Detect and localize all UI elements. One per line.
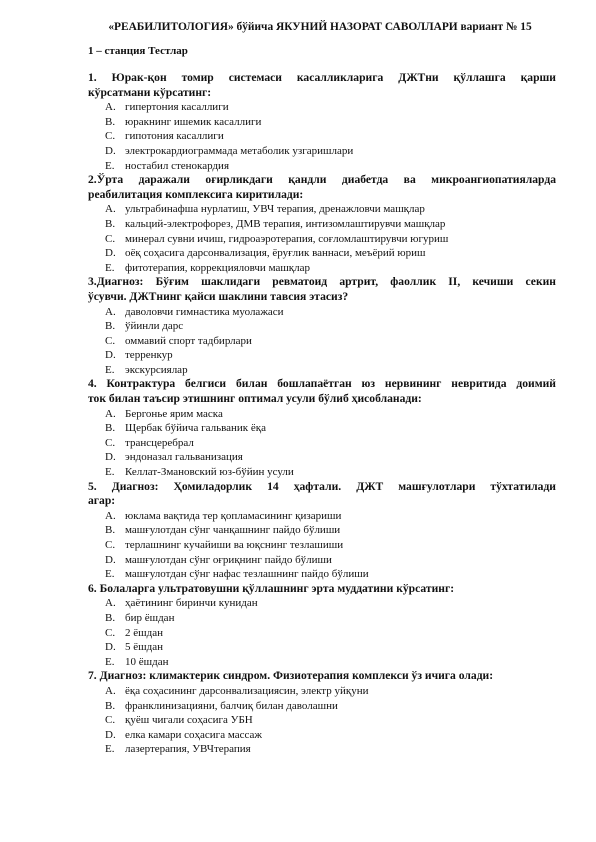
option-item (88, 465, 556, 480)
question-1 (88, 71, 556, 173)
option-item (88, 728, 556, 743)
option-item (88, 538, 556, 553)
option-letter: B. (105, 699, 116, 712)
option-letter: C. (105, 436, 116, 449)
option-letter: B. (105, 524, 116, 537)
option-item (88, 553, 556, 568)
option-item (88, 421, 556, 436)
option-letter: A. (105, 203, 116, 216)
option-item (88, 407, 556, 422)
option-item (88, 217, 556, 232)
option-letter: E. (105, 568, 115, 581)
option-text: ностабил стенокардия (125, 159, 230, 172)
question-text-line: 5. Диагноз: Ҳомиладорлик 14 ҳафтали. ДЖТ машғулотлари тўхтатилади (88, 479, 556, 493)
option-item (88, 261, 556, 276)
option-letter: A. (105, 305, 116, 318)
option-letter: B. (105, 611, 116, 624)
option-item (88, 100, 556, 115)
option-item (88, 611, 556, 626)
option-letter: C. (105, 539, 116, 551)
option-item (88, 129, 556, 144)
option-letter: D. (105, 728, 116, 741)
option-letter: A. (105, 597, 116, 610)
option-letter: D. (105, 553, 116, 566)
option-list (88, 509, 556, 582)
option-item (88, 115, 556, 130)
option-text: лазертерапия, УВЧтерапия (125, 743, 251, 756)
option-text: 10 ёшдан (125, 655, 169, 668)
option-letter: C. (105, 714, 116, 727)
option-letter: E. (105, 159, 115, 172)
option-text: машғулотдан сўнг чанқашнинг пайдо бўлиши (125, 524, 341, 537)
option-letter: D. (105, 451, 116, 464)
option-item (88, 144, 556, 159)
option-list (88, 100, 556, 173)
option-letter: A. (105, 407, 116, 420)
option-text: бир ёшдан (125, 611, 175, 624)
option-item (88, 319, 556, 334)
option-text: машғулотдан сўнг оғриқнинг пайдо бўлиши (125, 553, 332, 566)
question-text-line: 1. Юрак-қон томир системаси касалликларига ДЖТни қўллашга қарши (88, 71, 556, 84)
option-item (88, 348, 556, 363)
question-text-line: 2.Ўрта даражали оғирликдаги қандли диабетда ва микроангиопатияларда (88, 173, 556, 187)
document-title: «РЕАБИЛИТОЛОГИЯ» бўйича ЯКУНИЙ НАЗОРАТ САВОЛЛАРИ вариант № 15 (108, 21, 532, 33)
option-text: терренкур (125, 349, 173, 362)
option-item (88, 246, 556, 261)
option-text: ҳаётининг биринчи кунидан (125, 597, 258, 610)
option-item (88, 699, 556, 714)
option-text: ўйинли дарс (125, 320, 184, 333)
question-5 (88, 480, 556, 582)
option-text: даволовчи гимнастика муолажаси (125, 305, 284, 318)
option-text: Келлат-Змановский юз-бўйин усули (125, 466, 294, 479)
option-item (88, 713, 556, 728)
question-text-line: 3.Диагноз: Бўғим шаклидаги ревматоид артрит, фаоллик II, кечиши секин (88, 275, 556, 289)
option-item (88, 596, 556, 611)
option-letter: B. (105, 217, 116, 230)
option-letter: E. (105, 466, 115, 479)
option-letter: E. (105, 655, 115, 668)
option-text: 5 ёшдан (125, 641, 163, 654)
option-letter: C. (105, 334, 116, 347)
option-list (88, 407, 556, 480)
option-item (88, 626, 556, 641)
option-item (88, 363, 556, 378)
option-letter: B. (105, 422, 116, 435)
option-item (88, 567, 556, 582)
option-text: трансцеребрал (125, 436, 194, 449)
option-item (88, 655, 556, 670)
option-text: Щербак бўйича гальваник ёқа (125, 422, 266, 435)
question-text-line: ток билан таъсир этишнинг оптимал усули бўлиб ҳисобланади: (88, 392, 422, 406)
question-3 (88, 275, 556, 377)
option-letter: B. (105, 115, 116, 128)
station-heading: 1 – станция Тестлар (88, 45, 188, 57)
option-letter: D. (105, 641, 116, 654)
option-text: қуёш чигали соҳасига УБН (125, 714, 253, 727)
option-item (88, 640, 556, 655)
option-list (88, 305, 556, 378)
question-4 (88, 377, 556, 479)
option-text: оммавий спорт тадбирлари (125, 334, 252, 347)
option-list (88, 202, 556, 275)
question-text-line: 4. Контрактура белгиси билан бошлапаётган юз нервининг невритида доимий (88, 377, 556, 391)
option-text: франклинизацияни, балчиқ билан даволашни (125, 699, 338, 712)
option-text: Бергонье ярим маска (125, 407, 223, 420)
option-item (88, 742, 556, 757)
option-text: электрокардиограммада метаболик узгаришлари (125, 144, 354, 157)
option-letter: D. (105, 247, 116, 260)
question-text-line: агар: (88, 494, 116, 508)
option-item (88, 450, 556, 465)
question-7 (88, 669, 556, 757)
question-2 (88, 173, 556, 275)
option-item (88, 202, 556, 217)
option-letter: D. (105, 349, 116, 362)
option-item (88, 159, 556, 174)
option-item (88, 509, 556, 524)
question-6 (88, 582, 556, 670)
option-letter: D. (105, 144, 116, 157)
option-text: оёқ соҳасига дарсонвализация, ёруғлик ваннаси, меъёрий юриш (125, 247, 426, 260)
option-letter: C. (105, 232, 116, 245)
question-text-line: реабилитация комплексига киритилади: (88, 187, 304, 201)
option-item (88, 232, 556, 247)
option-text: эндоназал гальванизация (125, 451, 243, 464)
option-list (88, 684, 556, 757)
option-text: гипотония касаллиги (125, 130, 224, 143)
option-list (88, 596, 556, 669)
question-text-line: кўрсатмани кўрсатинг: (88, 85, 212, 99)
option-letter: C. (105, 626, 116, 639)
option-text: юклама вақтида тер қопламасининг қизариши (125, 509, 342, 522)
option-letter: E. (105, 363, 115, 376)
option-letter: A. (105, 509, 116, 522)
option-text: экскурсиялар (125, 363, 188, 376)
option-text: ёқа соҳасининг дарсонвализациясин, электр уйқуни (125, 684, 369, 697)
option-item (88, 684, 556, 699)
option-item (88, 436, 556, 451)
option-item (88, 523, 556, 538)
option-letter: E. (105, 743, 115, 756)
option-text: кальций-электрофорез, ДМВ терапия, интизомлаштирувчи машқлар (125, 217, 446, 230)
question-text-line: ўсувчи. ДЖТнинг қайси шаклини тавсия этасиз? (88, 289, 349, 303)
option-text: гипертония касаллиги (125, 101, 229, 114)
question-list (88, 71, 556, 757)
option-text: терлашнинг кучайиши ва юқснинг тезлашиши (125, 539, 344, 551)
option-text: ультрабинафша нурлатиш, УВЧ терапия, дренажловчи машқлар (125, 203, 425, 216)
option-item (88, 305, 556, 320)
option-letter: A. (105, 101, 116, 114)
option-text: юракнинг ишемик касаллиги (125, 115, 262, 128)
option-letter: A. (105, 684, 116, 697)
question-text-line: 7. Диагноз: климактерик синдром. Физиотерапия комплекси ўз ичига олади: (88, 669, 494, 683)
option-letter: C. (105, 130, 116, 143)
option-text: машғулотдан сўнг нафас тезлашнинг пайдо бўлиши (125, 568, 369, 581)
option-letter: B. (105, 320, 116, 333)
option-letter: E. (105, 261, 115, 274)
option-text: фитотерапия, коррекцияловчи машқлар (125, 261, 311, 274)
option-text: минерал сувни ичиш, гидроаэротерапия, соғломлаштирувчи югуриш (125, 232, 449, 245)
option-text: 2 ёшдан (125, 626, 163, 639)
option-item (88, 334, 556, 349)
question-text-line: 6. Болаларга ультратовушни қўллашнинг эрта муддатини кўрсатинг: (88, 581, 455, 595)
option-text: елка камари соҳасига массаж (125, 728, 262, 741)
